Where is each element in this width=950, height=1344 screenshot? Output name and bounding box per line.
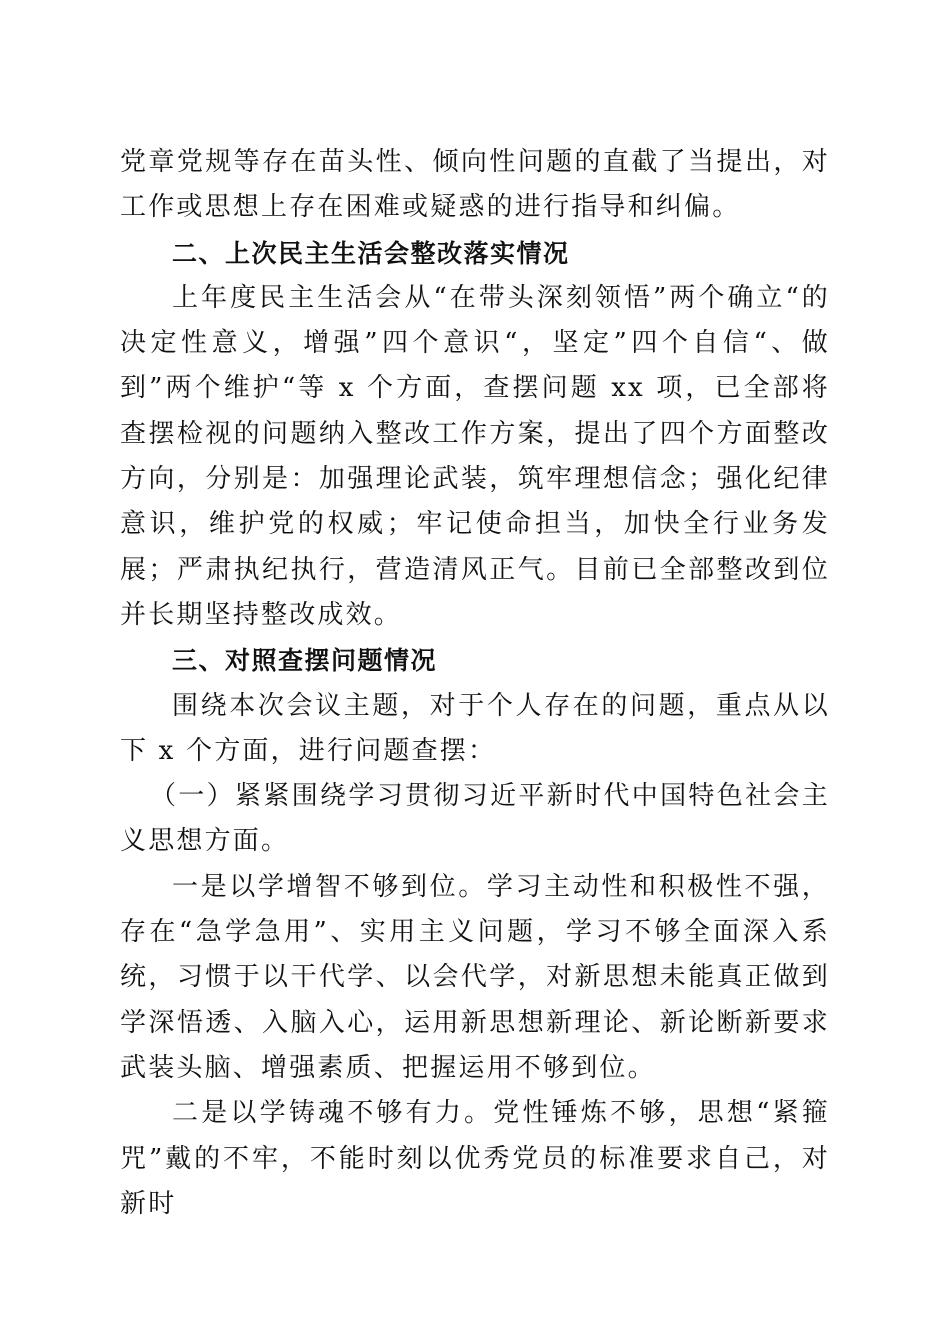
paragraph-point-two: 二是以学铸魂不够有力。党性锤炼不够，思想“紧箍咒”戴的不牢，不能时刻以优秀党员的标准要求自己，对新时 [120, 1098, 830, 1219]
paragraph-problems-intro: 围绕本次会议主题，对于个人存在的问题，重点从以下 x 个方面，进行问题查摆： [120, 690, 830, 766]
section-heading-problems: 三、对照查摆问题情况 [172, 646, 438, 676]
document-body [120, 140, 830, 1227]
paragraph-continuation: 党章党规等存在苗头性、倾向性问题的直截了当提出，对工作或思想上存在困难或疑惑的进行指导和纠偏。 [120, 147, 830, 223]
subsection-heading-one: （一）紧紧围绕学习贯彻习近平新时代中国特色社会主义思想方面。 [120, 781, 830, 857]
section-heading-rectification: 二、上次民主生活会整改落实情况 [172, 238, 570, 268]
paragraph-rectification-status: 上年度民主生活会从“在带头深刻领悟”两个确立“的决定性意义，增强”四个意识“，坚定”四个自信“、做到”两个维护“等 x 个方面，查摆问题 xx 项，已全部将查摆检视的问题纳入整改工作方案，提出了四个方面整改方向，分别是：加强理论武装，筑牢理想信念；强化纪律意识，维护党的权威；牢记使命担当，加快全行业务发展；严肃执纪执行，营造清风正气。目前已全部整改到位并长期坚持整改成效。 [120, 282, 830, 630]
paragraph-point-one: 一是以学增智不够到位。学习主动性和积极性不强，存在“急学急用”、实用主义问题，学习不够全面深入系统，习惯于以干代学、以会代学，对新思想未能真正做到学深悟透、入脑入心，运用新思想新理论、新论断新要求武装头脑、增强素质、把握运用不够到位。 [120, 871, 830, 1083]
